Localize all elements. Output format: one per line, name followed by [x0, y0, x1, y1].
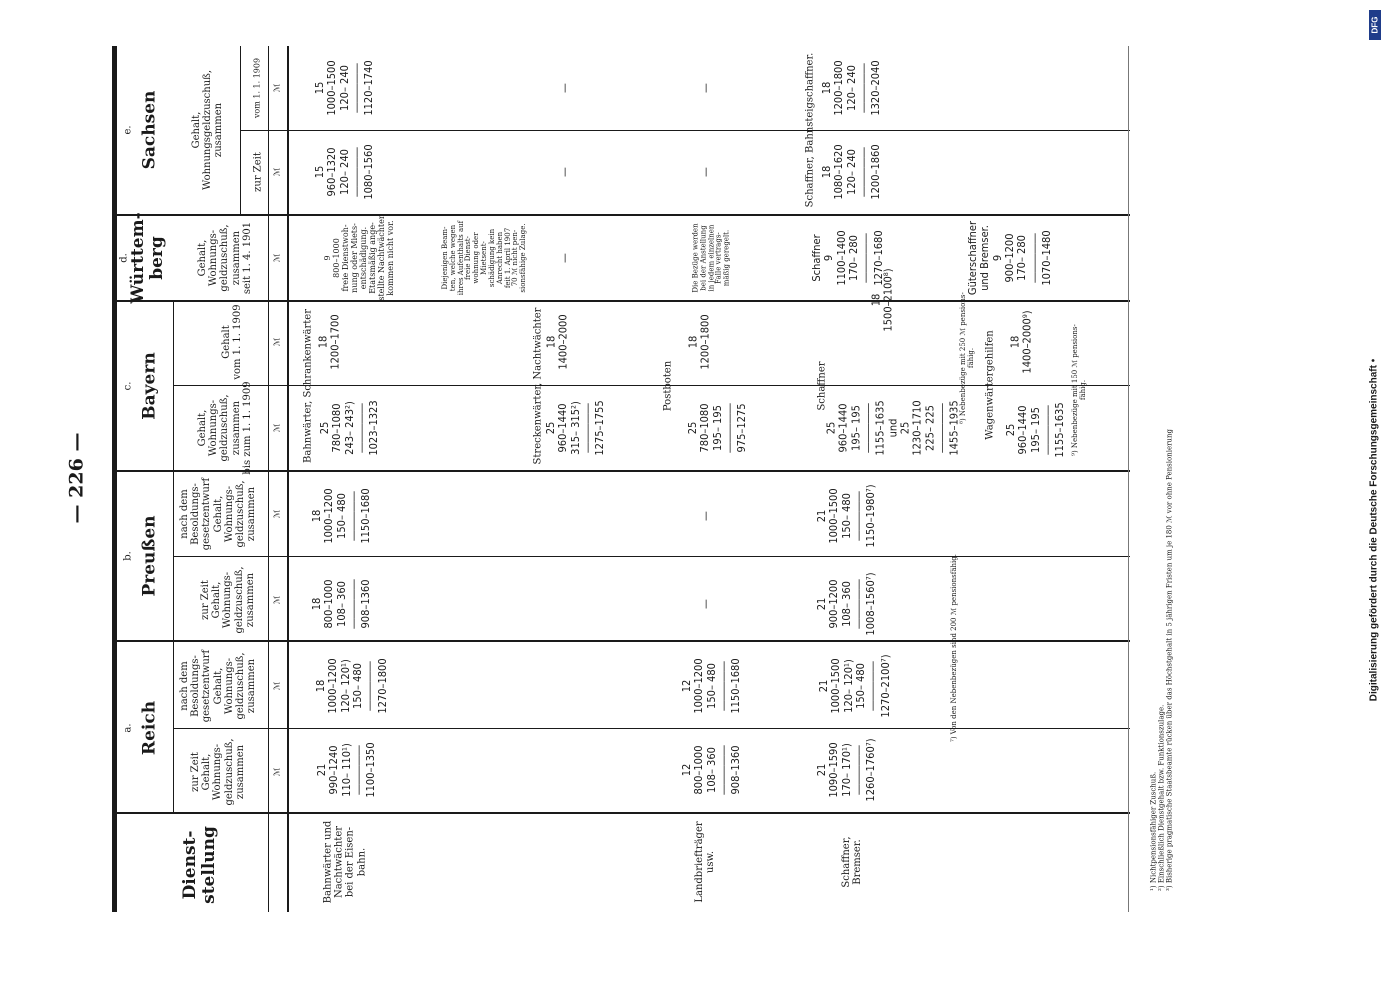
column-rule-preussen	[112, 470, 1130, 472]
column-rule-bayern	[112, 300, 1130, 302]
scanned-page: — 226 — Dienst- stellung a. Reich zur Zeit Gehalt, Wohnungs- geldzuschuß, zusammen nach dem Besoldungs- gesetzentwurf Gehalt, Wohnungs- geldzuschuß, zusammen ℳ ℳ b. Preußen zur Zeit Gehalt, Wohnungs- geldzuschuß, zusammen nach dem Besoldungs- gesetzentwurf Gehalt, Wohnungs- geldzuschuß, zusammen ℳ ℳ c. Bayern Gehalt, Wohnungs- geldzuschuß, zusammen bis zum 1. 1. 1909 Gehalt vom 1. 1. 1909 ℳ ℳ d. Württem- berg Gehalt, Wohnungs- geldzuschuß, zusammen seit 1. 4. 1901 ℳ e. Sachsen Gehalt, Wohnungsgeldzuschuß, zusammen zur Zeit vom 1. 1. 1909 ℳ ℳ Bahnwärter und Nachtwächter bei der Eisen- bahn. 21 990–1240 110– 110¹) ――――― 1100–1350 18 1000–1200 120– 120¹) 150– 480 ――――― 1270–1800 18 800–1000 108– 360 ――――― 908–1360 18 1000–1200 150– 480 ――――― 1150–1680 Bahnwärter, Schrankenwärter 25 780–1080 243– 243²) ――――― 1023–1323 18 1200–1700 9 800–1000 freie Dienstwoh- nung oder Miets- entschädigung. Etatsmäßig ange- stellte Nachtwächter kommen nicht vor. Diejenigen Beam- ten, welche wegen ihres Aufenthalts auf freie Dienst- wohnung oder Mietsent- schädigung kein Anrecht haben feit 1. April 1907 70 ℳ nicht pen- sionsfähige Zulage. 15 960–1320 120– 240 ――――― 1080–1560 15 1000–1500 120– 240 ――――― 1120–1740 Streckenwärter, Nachtwächter 25 960–1440 315– 315²) ――――― 1275–1755 18 1400–2000 — — — Landbriefträger usw. 12 800–1000 108– 360 ――――― 908–1360 12 1000–1200 150– 480 ――――― 1150–1680 — — Postboten 25 780–1080 195– 195 ――――― 975–1275 18 1200–1800 Die Bezüge werden bei der Anstellung in jedem einzelnen Falle vertrags- mäßig geregelt. — — Schaffner, Bremser. 21 1090–1590 170– 170¹) ――――― 1260–1760⁷) 21 1000–1500 120– 120¹) 150– 480 ――――― 1270–2100⁷) 21 900–1200 108– 360 ――――― 1008–1560⁷) 21 1000–1500 150– 480 ――――― 1150–1980⁷) Schaffner 25 960–1440 195– 195 ――――― 1155–1635 und 25 1230–1710 225– 225 ――――― 1455–1935 18 1500–2100⁸) ⁸) Nebenbezüge mit 250 ℳ pensions- fähig. Wagenwärtergehilfen 25 960–1440 195– 195 ――――― 1155–1635 18 1400–2000⁹) ⁹) Nebenbezüge mit 150 ℳ pensions- fähig. Schaffner 9 1100–1400 170– 280 ――――― 1270–1680 Güterschaffner und Bremser. 9 900–1200 170– 280 ――――― 1070–1480 Schaffner, Bahnsteigschaffner. 18 1080–1620 120– 240 ――――― 1200–1860 18 1200–1800 120– 240 ――――― 1320–2040 ⁷) Von den Nebenbezügen sind 200 ℳ pensionsfähig. ¹) Nichtpensionsfähiger Zuschuß. ²) Einschließlich Dienstgehalt bzw. Funktionszulage. ³) Bisherige pragmatische Staatsbeamte rücken über das Höchstgehalt in 5 jährigen Fristen um je 180 ℳ vor ohne Pensionierung Digitalisierung gefördert durch die Deutsche Forschungsgemeinschaft • DFG	[0, 0, 1383, 1000]
header-bottom-rule	[287, 46, 289, 912]
header-divider-preussen	[173, 472, 174, 640]
column-rule-reich	[112, 640, 1130, 642]
footnote-rule	[1128, 46, 1129, 912]
subcolumn-rule-preussen	[173, 556, 1130, 557]
column-rule-dienst	[112, 812, 1130, 814]
header-divider-sachsen	[240, 46, 241, 214]
dfg-logo: DFG	[1369, 10, 1381, 40]
column-rule-wuerttemberg	[112, 214, 1130, 216]
subcolumn-rule-reich	[173, 728, 1130, 729]
unit-row-rule	[268, 46, 269, 912]
subcolumn-rule-sachsen	[240, 130, 1130, 131]
table-top-rule	[112, 46, 117, 912]
header-divider-reich	[173, 642, 174, 812]
header-divider-bayern	[173, 302, 174, 470]
